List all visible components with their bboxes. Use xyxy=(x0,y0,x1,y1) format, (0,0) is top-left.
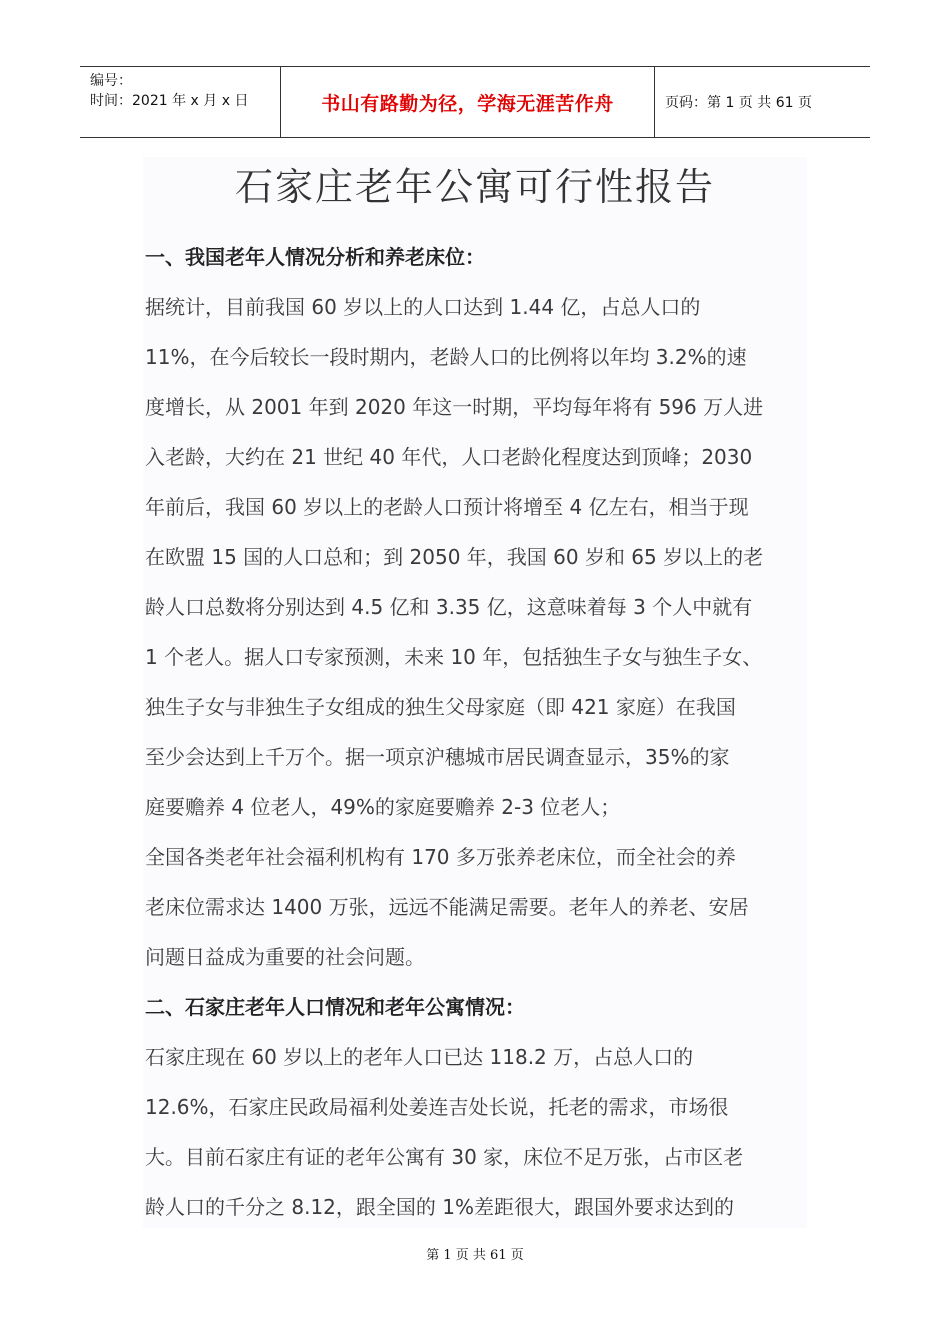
section-heading: 一、我国老年人情况分析和养老床位： xyxy=(145,245,485,269)
number-label: 编号： xyxy=(90,73,132,89)
header-motto: 书山有路勤为径，学海无涯苦作舟 xyxy=(281,67,655,137)
paragraph-line: 入老龄，大约在 21 世纪 40 年代，人口老龄化程度达到顶峰；2030 xyxy=(145,445,753,469)
document-header xyxy=(80,66,870,138)
section-heading: 二、石家庄老年人口情况和老年公寓情况： xyxy=(145,995,525,1019)
paragraph-line: 全国各类老年社会福利机构有 170 多万张养老床位，而全社会的养 xyxy=(145,845,736,869)
header-meta xyxy=(80,67,281,137)
paragraph-line: 11%，在今后较长一段时期内，老龄人口的比例将以年均 3.2%的速 xyxy=(145,345,747,369)
paragraph-line: 度增长，从 2001 年到 2020 年这一时期，平均每年将有 596 万人进 xyxy=(145,395,764,419)
paragraph-line: 年前后，我国 60 岁以上的老龄人口预计将增至 4 亿左右，相当于现 xyxy=(145,495,749,519)
paragraph-line: 问题日益成为重要的社会问题。 xyxy=(145,945,425,969)
document-title: 石家庄老年公寓可行性报告 xyxy=(234,165,715,209)
paragraph-line: 石家庄现在 60 岁以上的老年人口已达 118.2 万，占总人口的 xyxy=(145,1045,694,1069)
paragraph-line: 1 个老人。据人口专家预测，未来 10 年，包括独生子女与独生子女、 xyxy=(145,645,763,669)
paragraph-line: 老床位需求达 1400 万张，远远不能满足需要。老年人的养老、安居 xyxy=(145,895,749,919)
paragraph-line: 龄人口总数将分别达到 4.5 亿和 3.35 亿，这意味着每 3 个人中就有 xyxy=(145,595,753,619)
paragraph-line: 12.6%，石家庄民政局福利处姜连吉处长说，托老的需求，市场很 xyxy=(145,1095,729,1119)
paragraph-line: 龄人口的千分之 8.12，跟全国的 1%差距很大，跟国外要求达到的 xyxy=(145,1195,734,1219)
paragraph-line: 独生子女与非独生子女组成的独生父母家庭（即 421 家庭）在我国 xyxy=(145,695,736,719)
paragraph-line: 在欧盟 15 国的人口总和；到 2050 年，我国 60 岁和 65 岁以上的老 xyxy=(145,545,764,569)
header-page-info: 页码：第 1 页 共 61 页 xyxy=(665,95,812,111)
paragraph-line: 大。目前石家庄有证的老年公寓有 30 家，床位不足万张，占市区老 xyxy=(145,1145,744,1169)
time-label: 时间：2021 年 x 月 x 日 xyxy=(90,93,249,109)
paragraph-line: 据统计，目前我国 60 岁以上的人口达到 1.44 亿，占总人口的 xyxy=(145,295,701,319)
page-footer: 第 1 页 共 61 页 xyxy=(426,1248,524,1263)
paragraph-line: 庭要赡养 4 位老人，49%的家庭要赡养 2-3 位老人； xyxy=(145,795,621,819)
document-body xyxy=(145,232,815,1232)
paragraph-line: 至少会达到上千万个。据一项京沪穗城市居民调查显示，35%的家 xyxy=(145,745,730,769)
